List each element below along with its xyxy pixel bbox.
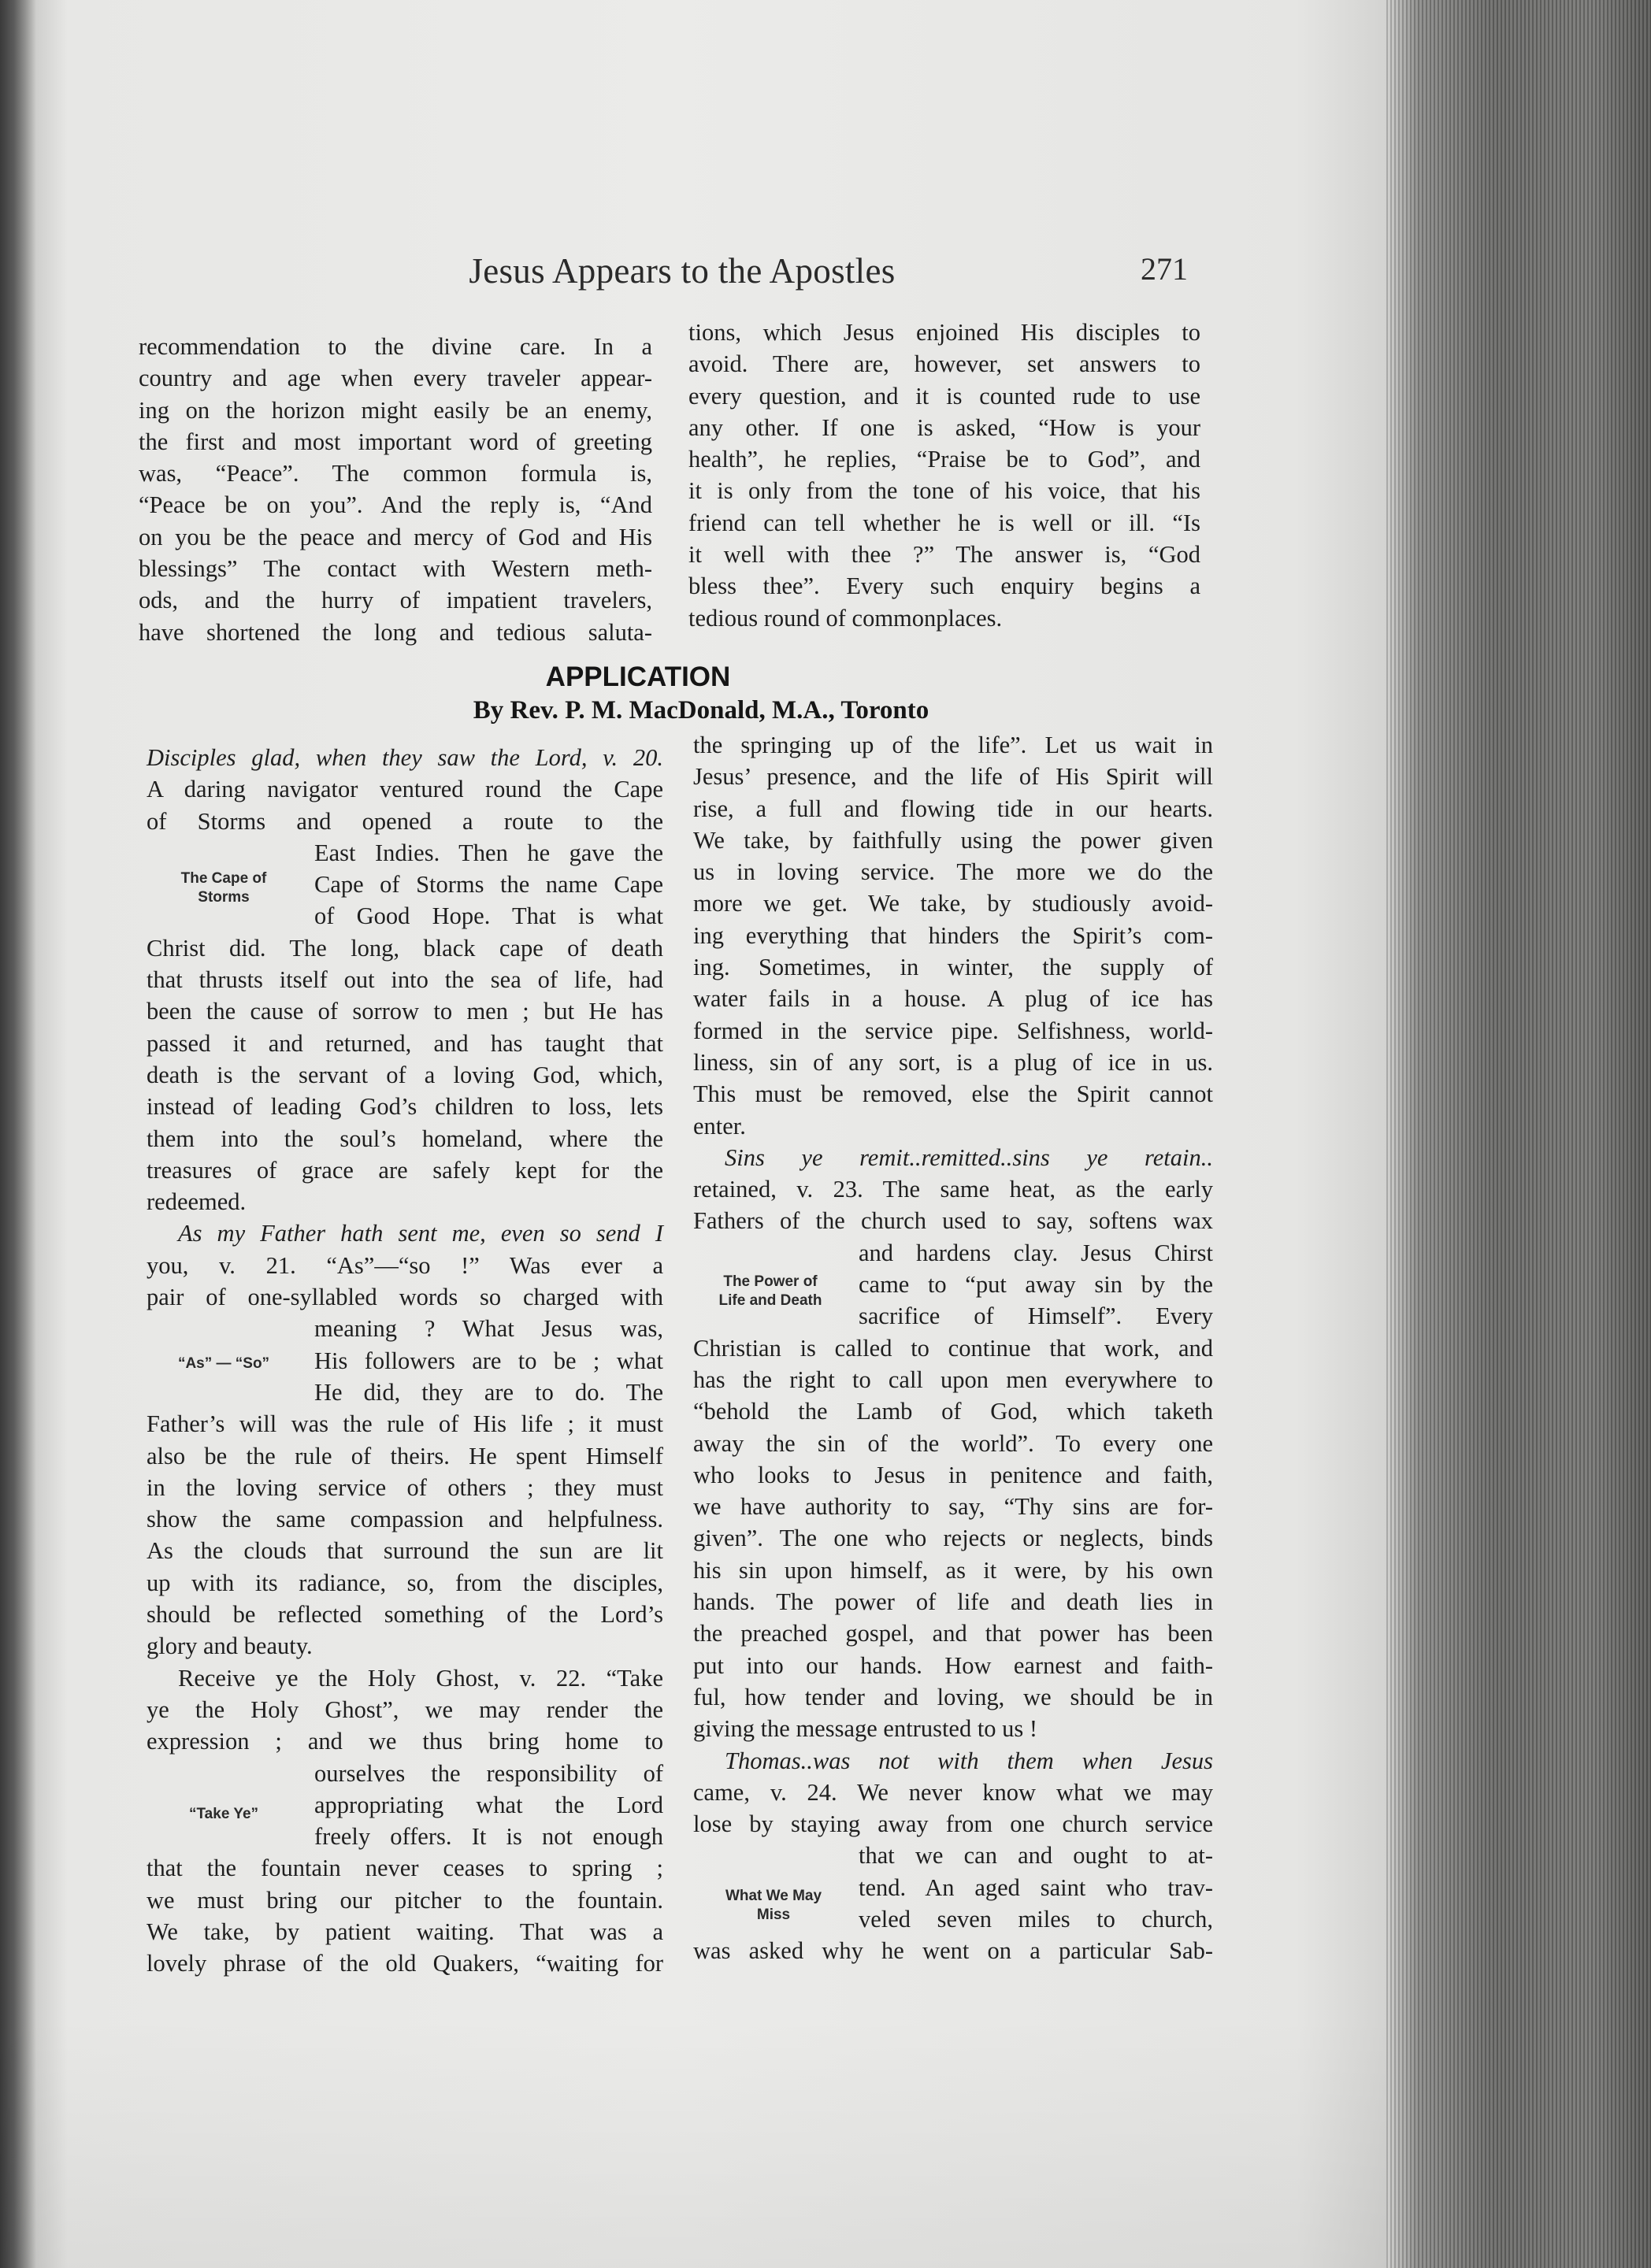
text-line: treasures of grace are safely kept for the — [147, 1156, 663, 1184]
text-line: He did, they are to do. The — [314, 1378, 663, 1406]
sidenote-cape-of-storms — [147, 869, 301, 907]
top-left-column — [139, 331, 652, 648]
text-line: up with its radiance, so, from the disciples, — [147, 1569, 663, 1596]
sidenote-as-so — [147, 1354, 301, 1373]
text-line: ye the Holy Ghost”, we may render the — [147, 1695, 663, 1723]
text-line: of Good Hope. That is what — [314, 902, 663, 930]
text-line: appropriating what the Lord — [314, 1791, 663, 1818]
text-line: pair of one-syllabled words so charged with — [147, 1284, 663, 1311]
text-line: been the cause of sorrow to men ; but He has — [147, 998, 663, 1025]
text-line: the first and most important word of greeting — [139, 428, 652, 455]
text-line: of Storms and opened a route to the — [147, 807, 663, 835]
text-line: the preached gospel, and that power has been — [693, 1620, 1213, 1647]
text-line: we have authority to say, “Thy sins are for- — [693, 1493, 1213, 1521]
text-line: This must be removed, else the Spirit cannot — [693, 1080, 1213, 1108]
text-line: As the clouds that surround the sun are lit — [147, 1537, 663, 1565]
text-line: enter. — [693, 1112, 746, 1140]
text-line: expression ; and we thus bring home to — [147, 1728, 663, 1755]
text-line: giving the message entrusted to us ! — [693, 1715, 1038, 1743]
page-edges — [1386, 0, 1651, 2268]
text-line: veled seven miles to church, — [859, 1905, 1213, 1933]
text-line: show the same compassion and helpfulness. — [147, 1506, 663, 1533]
text-line: has the right to call upon men everywhere to — [693, 1366, 1213, 1393]
text-line: Disciples glad, when they saw the Lord, v. 20. — [147, 744, 663, 771]
byline: By Rev. P. M. MacDonald, M.A., Toronto — [473, 696, 929, 724]
text-line: redeemed. — [147, 1188, 247, 1216]
text-line: Receive ye the Holy Ghost, v. 22. “Take — [178, 1664, 663, 1692]
text-line: lose by staying away from one church service — [693, 1810, 1213, 1838]
text-line: we must bring our pitcher to the fountain. — [147, 1886, 663, 1914]
text-line: passed it and returned, and has taught that — [147, 1029, 663, 1057]
text-line: us in loving service. The more we do the — [693, 858, 1213, 886]
running-head: Jesus Appears to the Apostles — [469, 251, 896, 291]
sidenote-line: “As” — “So” — [177, 1355, 270, 1372]
text-line: We take, by patient waiting. That was a — [147, 1918, 663, 1945]
text-line: ful, how tender and loving, we should be in — [693, 1683, 1213, 1710]
text-line: Cape of Storms the name Cape — [314, 871, 663, 899]
top-right-column — [688, 317, 1200, 634]
sidenote-power-of-life-and-death — [693, 1273, 848, 1310]
page-number: 271 — [1141, 251, 1188, 287]
text-line: given”. The one who rejects or neglects, binds — [693, 1525, 1213, 1552]
text-line: tions, which Jesus enjoined His disciples to — [688, 319, 1200, 346]
text-line: “behold the Lamb of God, which taketh — [693, 1398, 1213, 1425]
text-line: hands. The power of life and death lies in — [693, 1588, 1213, 1616]
text-line: Father’s will was the rule of His life ; it must — [147, 1410, 663, 1438]
sidenote-line: “Take Ye” — [188, 1806, 259, 1822]
text-line: was, “Peace”. The common formula is, — [139, 460, 652, 487]
right-column — [693, 729, 1213, 1967]
text-line: glory and beauty. — [147, 1632, 313, 1660]
section-heading: APPLICATION — [545, 662, 731, 692]
sidenote-line: The Power of — [723, 1273, 818, 1290]
text-line: ing. Sometimes, in winter, the supply of — [693, 954, 1213, 981]
sidenote-line: What We May — [725, 1888, 822, 1904]
text-line: East Indies. Then he gave the — [314, 839, 663, 866]
text-line: We take, by faithfully using the power given — [693, 826, 1213, 854]
text-line: on you be the peace and mercy of God and His — [139, 523, 652, 550]
text-line: formed in the service pipe. Selfishness, world- — [693, 1017, 1213, 1044]
text-line: them into the soul’s homeland, where the — [147, 1125, 663, 1152]
text-line: meaning ? What Jesus was, — [314, 1315, 663, 1343]
text-line: the springing up of the life”. Let us wait in — [693, 732, 1213, 758]
sidenote-what-we-may-miss — [696, 1887, 851, 1925]
text-line: Thomas..was not with them when Jesus — [725, 1747, 1213, 1774]
text-line: Sins ye remit..remitted..sins ye retain.. — [725, 1143, 1213, 1171]
text-line: it well with thee ?” The answer is, “God — [688, 541, 1200, 569]
text-line: “Peace be on you”. And the reply is, “And — [139, 491, 652, 519]
text-line: A daring navigator ventured round the Cape — [147, 776, 663, 803]
sidenote-take-ye — [147, 1805, 301, 1824]
text-line: came, v. 24. We never know what we may — [693, 1778, 1213, 1806]
text-line: recommendation to the divine care. In a — [139, 333, 652, 360]
text-line: Fathers of the church used to say, softens wax — [693, 1207, 1213, 1235]
text-line: blessings” The contact with Western meth- — [139, 555, 652, 583]
text-line: in the loving service of others ; they must — [147, 1473, 663, 1501]
text-line: you, v. 21. “As”—“so !” Was ever a — [147, 1251, 663, 1279]
text-line: that the fountain never ceases to spring ; — [147, 1855, 663, 1882]
text-line: put into our hands. How earnest and faith- — [693, 1651, 1213, 1679]
text-line: also be the rule of theirs. He spent Himself — [147, 1442, 663, 1469]
sidenote-line: Miss — [756, 1907, 791, 1923]
text-line: any other. If one is asked, “How is your — [688, 413, 1200, 441]
text-line: who looks to Jesus in penitence and faith, — [693, 1461, 1213, 1488]
text-line: it is only from the tone of his voice, that his — [688, 477, 1200, 505]
text-line: instead of leading God’s children to loss, lets — [147, 1093, 663, 1121]
text-line: ourselves the responsibility of — [314, 1759, 663, 1787]
text-line: sacrifice of Himself”. Every — [859, 1303, 1213, 1330]
text-line: retained, v. 23. The same heat, as the early — [693, 1176, 1213, 1203]
text-line: health”, he replies, “Praise be to God”, and — [688, 446, 1200, 473]
text-line: and hardens clay. Jesus Chirst — [859, 1239, 1213, 1266]
text-line: ing on the horizon might easily be an enemy, — [139, 396, 652, 424]
text-line: ing everything that hinders the Spirit’s com- — [693, 921, 1213, 949]
text-line: avoid. There are, however, set answers to — [688, 350, 1200, 378]
sidenote-line: Storms — [198, 889, 250, 906]
sidenote-line: Life and Death — [718, 1292, 822, 1309]
sidenote-line: The Cape of — [180, 870, 267, 887]
text-line: his sin upon himself, as it were, by his own — [693, 1556, 1213, 1584]
text-line: ods, and the hurry of impatient travelers, — [139, 587, 652, 614]
text-line: tedious round of commonplaces. — [688, 604, 1003, 632]
text-line: liness, sin of any sort, is a plug of ice in us. — [693, 1048, 1213, 1076]
book-gutter — [0, 0, 36, 2268]
text-line: came to “put away sin by the — [859, 1271, 1213, 1299]
text-line: that we can and ought to at- — [859, 1842, 1213, 1870]
text-line: His followers are to be ; what — [314, 1347, 663, 1374]
text-line: Jesus’ presence, and the life of His Spirit will — [693, 763, 1213, 791]
text-line: have shortened the long and tedious saluta- — [139, 618, 652, 646]
text-line: every question, and it is counted rude to use — [688, 382, 1200, 410]
text-line: lovely phrase of the old Quakers, “waiting for — [147, 1950, 663, 1977]
text-line: country and age when every traveler appear- — [139, 365, 652, 392]
text-line: more we get. We take, by studiously avoid- — [693, 890, 1213, 917]
text-line: tend. An aged saint who trav- — [859, 1873, 1213, 1901]
text-line: friend can tell whether he is well or ill. “Is — [688, 509, 1200, 536]
text-line: should be reflected something of the Lord’s — [147, 1601, 663, 1629]
text-line: that thrusts itself out into the sea of life, had — [147, 966, 663, 994]
text-line: death is the servant of a loving God, which, — [147, 1061, 663, 1088]
text-line: Christ did. The long, black cape of death — [147, 934, 663, 962]
text-line: Christian is called to continue that work, and — [693, 1334, 1213, 1362]
text-line: was asked why he went on a particular Sab- — [693, 1937, 1213, 1965]
text-line: freely offers. It is not enough — [314, 1823, 663, 1851]
text-line: rise, a full and flowing tide in our hearts. — [693, 795, 1213, 822]
text-line: water fails in a house. A plug of ice has — [693, 985, 1213, 1013]
text-line: away the sin of the world”. To every one — [693, 1429, 1213, 1457]
text-line: As my Father hath sent me, even so send I — [178, 1220, 663, 1247]
text-line: bless thee”. Every such enquiry begins a — [688, 573, 1200, 600]
